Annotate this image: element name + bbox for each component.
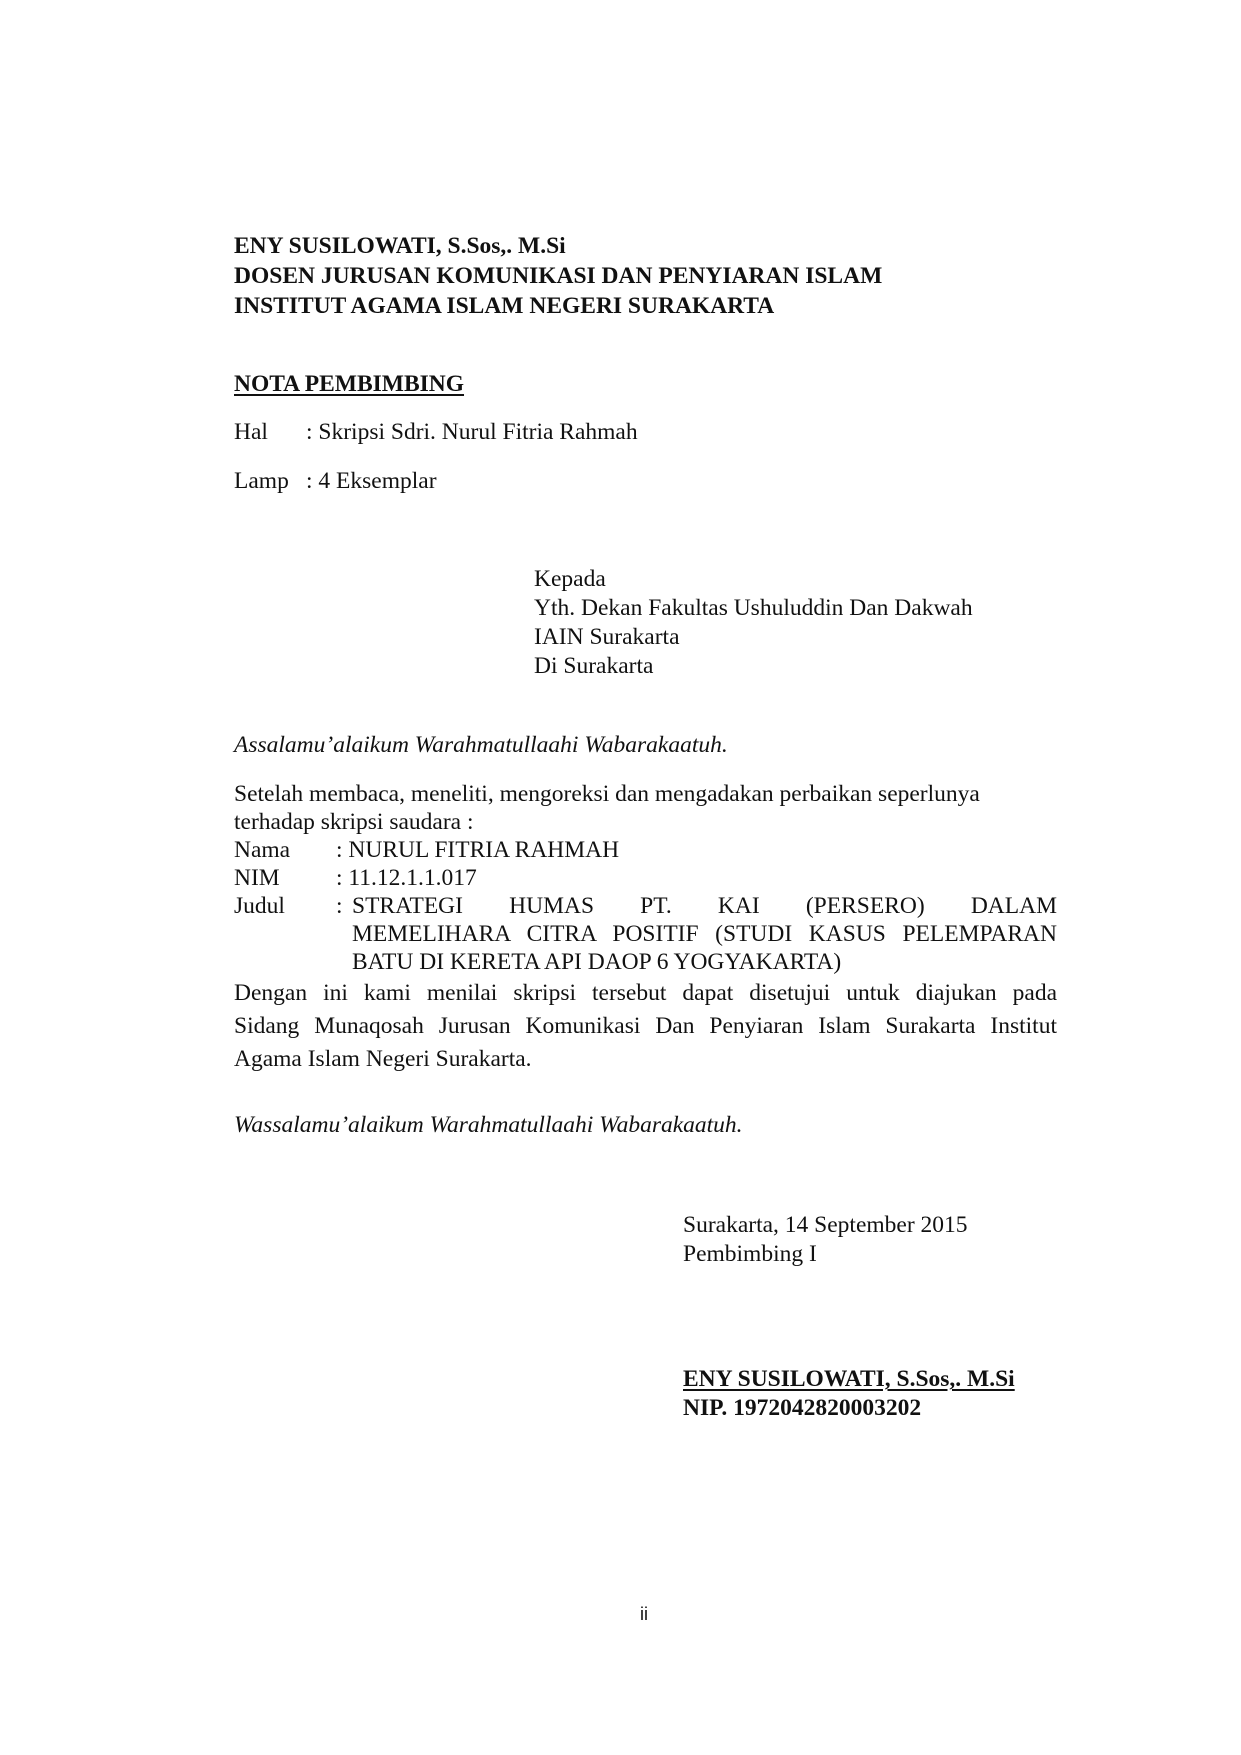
judul-line-1: STRATEGI HUMAS PT. KAI (PERSERO) DALAM: [352, 893, 1057, 919]
closing: Wassalamu’alaikum Warahmatullaahi Wabarakaatuh.: [234, 1112, 743, 1138]
header-author-name: ENY SUSILOWATI, S.Sos,. M.Si: [234, 233, 566, 259]
hal-value: : Skripsi Sdri. Nurul Fitria Rahmah: [306, 419, 638, 445]
nota-title: NOTA PEMBIMBING: [234, 371, 465, 397]
page-number: ii: [640, 1604, 648, 1624]
nama-label: Nama: [234, 837, 291, 863]
body-line-3: Agama Islam Negeri Surakarta.: [234, 1046, 532, 1072]
recipient-institution: IAIN Surakarta: [534, 624, 680, 650]
judul-label: Judul: [234, 893, 285, 919]
lamp-label: Lamp: [234, 468, 289, 494]
recipient-kepada: Kepada: [534, 566, 606, 592]
body-line-1: Dengan ini kami menilai skripsi tersebut dapat disetujui untuk diajukan pada: [234, 980, 1057, 1006]
signature-nip: NIP. 1972042820003202: [683, 1395, 922, 1421]
nim-value: : 11.12.1.1.017: [336, 865, 477, 891]
signature-name: ENY SUSILOWATI, S.Sos,. M.Si: [683, 1366, 1015, 1392]
lamp-value: : 4 Eksemplar: [306, 468, 437, 494]
hal-label: Hal: [234, 419, 268, 445]
header-department: DOSEN JURUSAN KOMUNIKASI DAN PENYIARAN ISLAM: [234, 263, 883, 289]
nama-value: : NURUL FITRIA RAHMAH: [336, 837, 620, 863]
signature-role: Pembimbing I: [683, 1241, 817, 1267]
judul-line-3: BATU DI KERETA API DAOP 6 YOGYAKARTA): [352, 949, 842, 975]
recipient-location: Di Surakarta: [534, 653, 654, 679]
header-institution: INSTITUT AGAMA ISLAM NEGERI SURAKARTA: [234, 293, 775, 319]
intro-line-1: Setelah membaca, meneliti, mengoreksi dan mengadakan perbaikan seperlunya: [234, 781, 980, 807]
body-line-2: Sidang Munaqosah Jurusan Komunikasi Dan Penyiaran Islam Surakarta Institut: [234, 1013, 1057, 1039]
greeting: Assalamu’alaikum Warahmatullaahi Wabarakaatuh.: [234, 732, 728, 758]
recipient-dean: Yth. Dekan Fakultas Ushuluddin Dan Dakwah: [534, 595, 973, 621]
nim-label: NIM: [234, 865, 280, 891]
intro-line-2: terhadap skripsi saudara :: [234, 809, 474, 835]
judul-colon: :: [336, 893, 343, 919]
signature-place-date: Surakarta, 14 September 2015: [683, 1212, 968, 1238]
judul-line-2: MEMELIHARA CITRA POSITIF (STUDI KASUS PELEMPARAN: [352, 921, 1057, 947]
